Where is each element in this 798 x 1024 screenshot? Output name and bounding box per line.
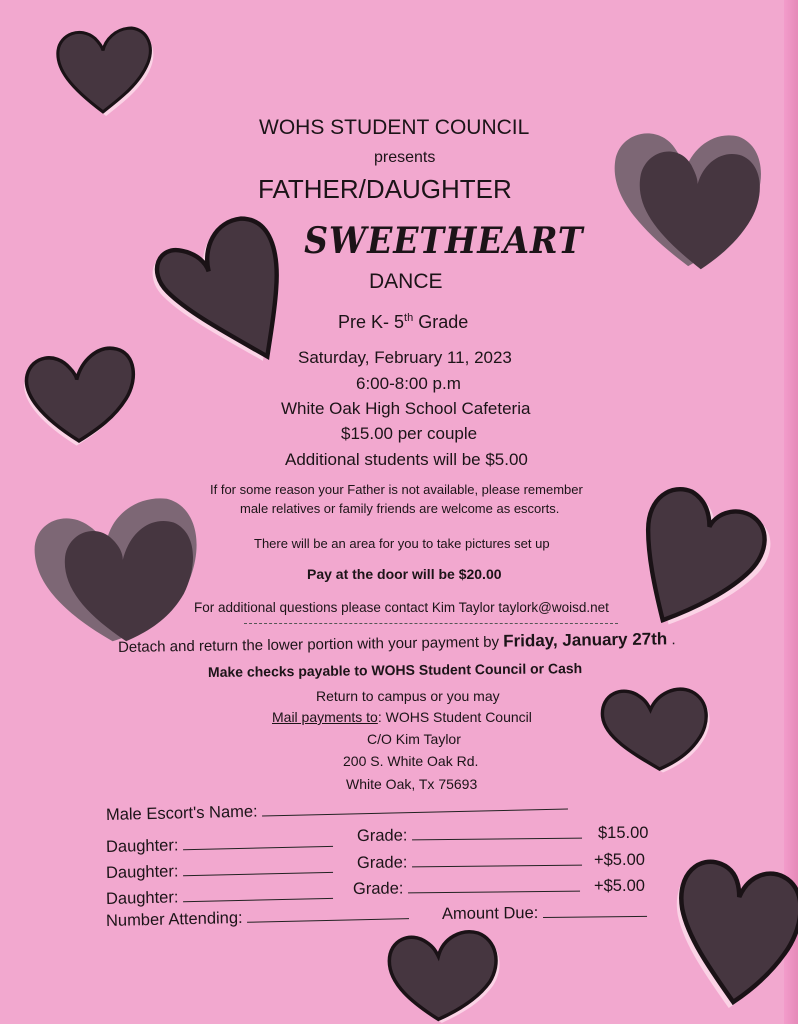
return-note: Return to campus or you may xyxy=(316,688,500,704)
heart-icon xyxy=(44,26,162,118)
grade-field[interactable] xyxy=(412,838,582,841)
grade-label: Grade: xyxy=(356,853,408,872)
escort-label: Male Escort's Name: xyxy=(105,802,258,824)
detach-deadline: Friday, January 27th xyxy=(503,629,668,651)
daughter-label: Daughter: xyxy=(105,862,179,882)
mail-city: White Oak, Tx 75693 xyxy=(346,776,478,792)
pictures-note: There will be an area for you to take pictures set up xyxy=(254,536,550,551)
amount-row xyxy=(442,903,647,924)
heart-icon xyxy=(642,480,774,626)
escort-note-line2: male relatives or family friends are welcome as escorts. xyxy=(240,501,560,516)
amount-label: Amount Due: xyxy=(441,903,539,923)
grade-row-2 xyxy=(357,852,582,873)
price-2: +$5.00 xyxy=(594,851,645,869)
grade-suffix: Grade xyxy=(413,312,469,332)
daughter-label: Daughter: xyxy=(105,888,179,908)
daughter-label: Daughter: xyxy=(105,836,179,856)
price-1: $15.00 xyxy=(598,824,649,842)
checks-note: Make checks payable to WOHS Student Council or Cash xyxy=(207,660,583,680)
grade-label: Grade: xyxy=(356,826,408,845)
heart-icon xyxy=(150,214,282,364)
daughter-name-field[interactable] xyxy=(183,846,333,850)
attending-label: Number Attending: xyxy=(105,908,243,930)
grade-prefix: Pre K- 5 xyxy=(338,312,405,332)
detach-prefix: Detach and return the lower portion with your payment by xyxy=(117,633,504,656)
grade-row-1 xyxy=(357,825,582,846)
event-time: 6:00-8:00 p.m xyxy=(356,374,461,393)
heart-icon xyxy=(598,682,712,774)
grade-range xyxy=(338,312,468,333)
amount-field[interactable] xyxy=(543,916,647,918)
detach-suffix: . xyxy=(667,631,676,649)
organization-title: WOHS STUDENT COUNCIL xyxy=(259,116,530,139)
detach-divider xyxy=(244,623,618,624)
mail-line xyxy=(272,709,532,725)
contact-note: For additional questions please contact Kim Taylor taylork@woisd.net xyxy=(194,600,609,615)
additional-price: Additional students will be $5.00 xyxy=(285,450,528,469)
mail-street: 200 S. White Oak Rd. xyxy=(343,753,479,769)
escort-name-field[interactable] xyxy=(262,809,568,817)
daughter-name-field[interactable] xyxy=(183,872,333,876)
daughter-row-1 xyxy=(106,833,333,857)
daughter-row-2 xyxy=(106,859,333,883)
presents-text: presents xyxy=(374,149,436,166)
heart-icon xyxy=(384,926,502,1024)
heart-icon xyxy=(30,492,202,648)
event-location: White Oak High School Cafeteria xyxy=(281,399,531,418)
daughter-name-field[interactable] xyxy=(183,898,333,902)
heart-icon xyxy=(20,342,138,448)
grade-row-3 xyxy=(353,878,580,899)
door-price: Pay at the door will be $20.00 xyxy=(307,566,502,582)
heart-icon xyxy=(606,124,764,274)
attending-field[interactable] xyxy=(247,918,409,923)
mail-co: C/O Kim Taylor xyxy=(367,731,461,747)
event-title-line2: DANCE xyxy=(369,270,443,293)
attending-row xyxy=(106,905,410,931)
event-title-line1: FATHER/DAUGHTER xyxy=(258,174,512,204)
mail-label: Mail payments to xyxy=(272,709,378,725)
grade-label: Grade: xyxy=(352,879,404,898)
grade-sup: th xyxy=(404,312,414,324)
event-price: $15.00 per couple xyxy=(341,424,478,443)
grade-field[interactable] xyxy=(412,865,582,868)
price-3: +$5.00 xyxy=(594,877,645,895)
event-title-script: SWEETHEART xyxy=(304,220,584,262)
escort-note-line1: If for some reason your Father is not available, please remember xyxy=(210,482,583,497)
daughter-row-3 xyxy=(106,885,333,909)
escort-row xyxy=(106,796,569,825)
heart-icon xyxy=(676,852,798,1008)
grade-field[interactable] xyxy=(408,891,580,894)
mail-rest: : WOHS Student Council xyxy=(377,709,532,725)
event-date: Saturday, February 11, 2023 xyxy=(298,348,512,367)
